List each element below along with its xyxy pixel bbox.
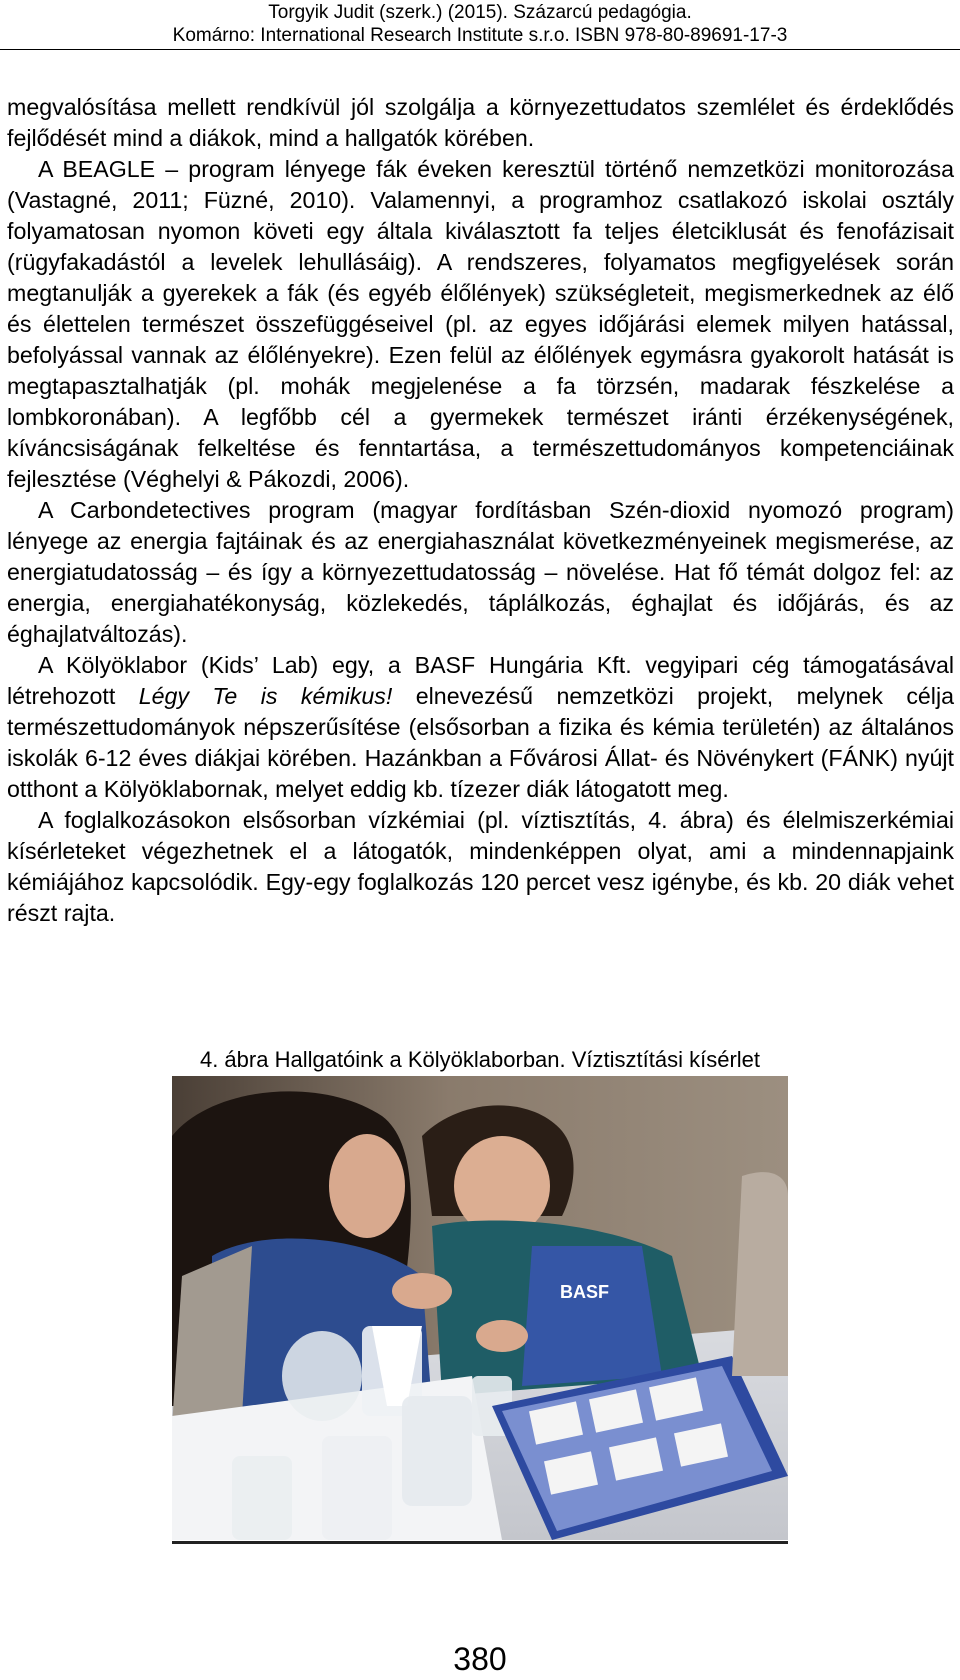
page-number: 380	[453, 1641, 507, 1677]
body-text	[7, 92, 954, 929]
figure-photo	[172, 1076, 788, 1540]
paragraph-continuation: megvalósítása mellett rendkívül jól szolgálja a környezettudatos szemlélet és érdeklődés fejlődését mind a diákok, mind a hallgatók körében.	[7, 94, 954, 151]
header-rule	[0, 49, 960, 50]
paragraph-foglalkozasok: A foglalkozásokon elsősorban vízkémiai (pl. víztisztítás, 4. ábra) és élelmiszerkémiai kísérleteket végezhetnek el a látogatók, mindenképpen olyat, ami a mindennapjaink kémiájához kapcsolódik. Egy-egy foglalkozás 120 percet vesz igénybe, és kb. 20 diák vehet részt rajta.	[7, 807, 954, 926]
header-publisher-line: Komárno: International Research Institute s.r.o. ISBN 978-80-89691-17-3	[172, 25, 788, 46]
kolyoklabor-text-start: A Kölyöklabor (Kids’ Lab) egy, a BASF Hungária Kft. vegyipari cég támogatásával létrehozott	[7, 652, 954, 709]
project-title: Légy Te is kémikus!	[138, 683, 393, 709]
figure-bottom-rule	[172, 1541, 788, 1544]
paragraph-carbondetectives: A Carbondetectives program (magyar fordításban Szén-dioxid nyomozó program) lényege az energia fajtáinak és az energiahasználat következményeinek megismerése, az energiatudatosság – és így a környezettudatosság – növelése. Hat fő témát dolgoz fel: az energia, energiahatékonyság, közlekedés, táplálkozás, éghajlat és időjárás, és az éghajlatváltozás).	[7, 497, 954, 647]
paragraph-beagle: A BEAGLE – program lényege fák éveken keresztül történő nemzetközi monitorozása (Vastagné, 2011; Füzné, 2010). Valamennyi, a programhoz csatlakozó iskolai osztály folyamatosan nyomon követi egy általa kiválasztott fa teljes életciklusát és fenofázisait (rügyfakadástól a levelek lehullásáig). A rendszeres, folyamatos megfigyelések során megtanulják a gyerekek a fák (és egyéb élőlények) szükségleteit, megismerkednek az élő és élettelen természet összefüggéseivel (pl. az egyes időjárási elemek milyen hatással, befolyással vannak az élőlényekre). Ezen felül az élőlények egymásra gyakorolt hatását is megtapasztalhatják (pl. mohák megjelenése a fa törzsén, madarak fészkelése a lombkoronában). A legfőbb cél a gyermekek természet iránti érzékenységének, kíváncsiságának felkeltése és fenntartása, a természettudományos kompetenciáinak fejlesztése (Véghelyi & Pákozdi, 2006).	[7, 156, 954, 492]
paragraph-kolyoklabor	[7, 650, 954, 805]
kolyoklabor-text-end: elnevezésű nemzetközi projekt, melynek célja természettudományok népszerűsítése (elsősorban a fizika és kémia területén) az általános iskolák 6-12 éves diákjai körében. Hazánkban a Fővárosi Állat- és Növénykert (FÁNK) nyújt otthont a Kölyöklabornak, melyet eddig kb. tízezer diák látogatott meg.	[7, 683, 955, 802]
apron-logo: BASF	[560, 1282, 609, 1302]
figure-caption: 4. ábra Hallgatóink a Kölyöklaborban. Víztisztítási kísérlet	[199, 1047, 761, 1072]
header-citation-line: Torgyik Judit (szerk.) (2015). Százarcú pedagógia.	[268, 2, 692, 23]
